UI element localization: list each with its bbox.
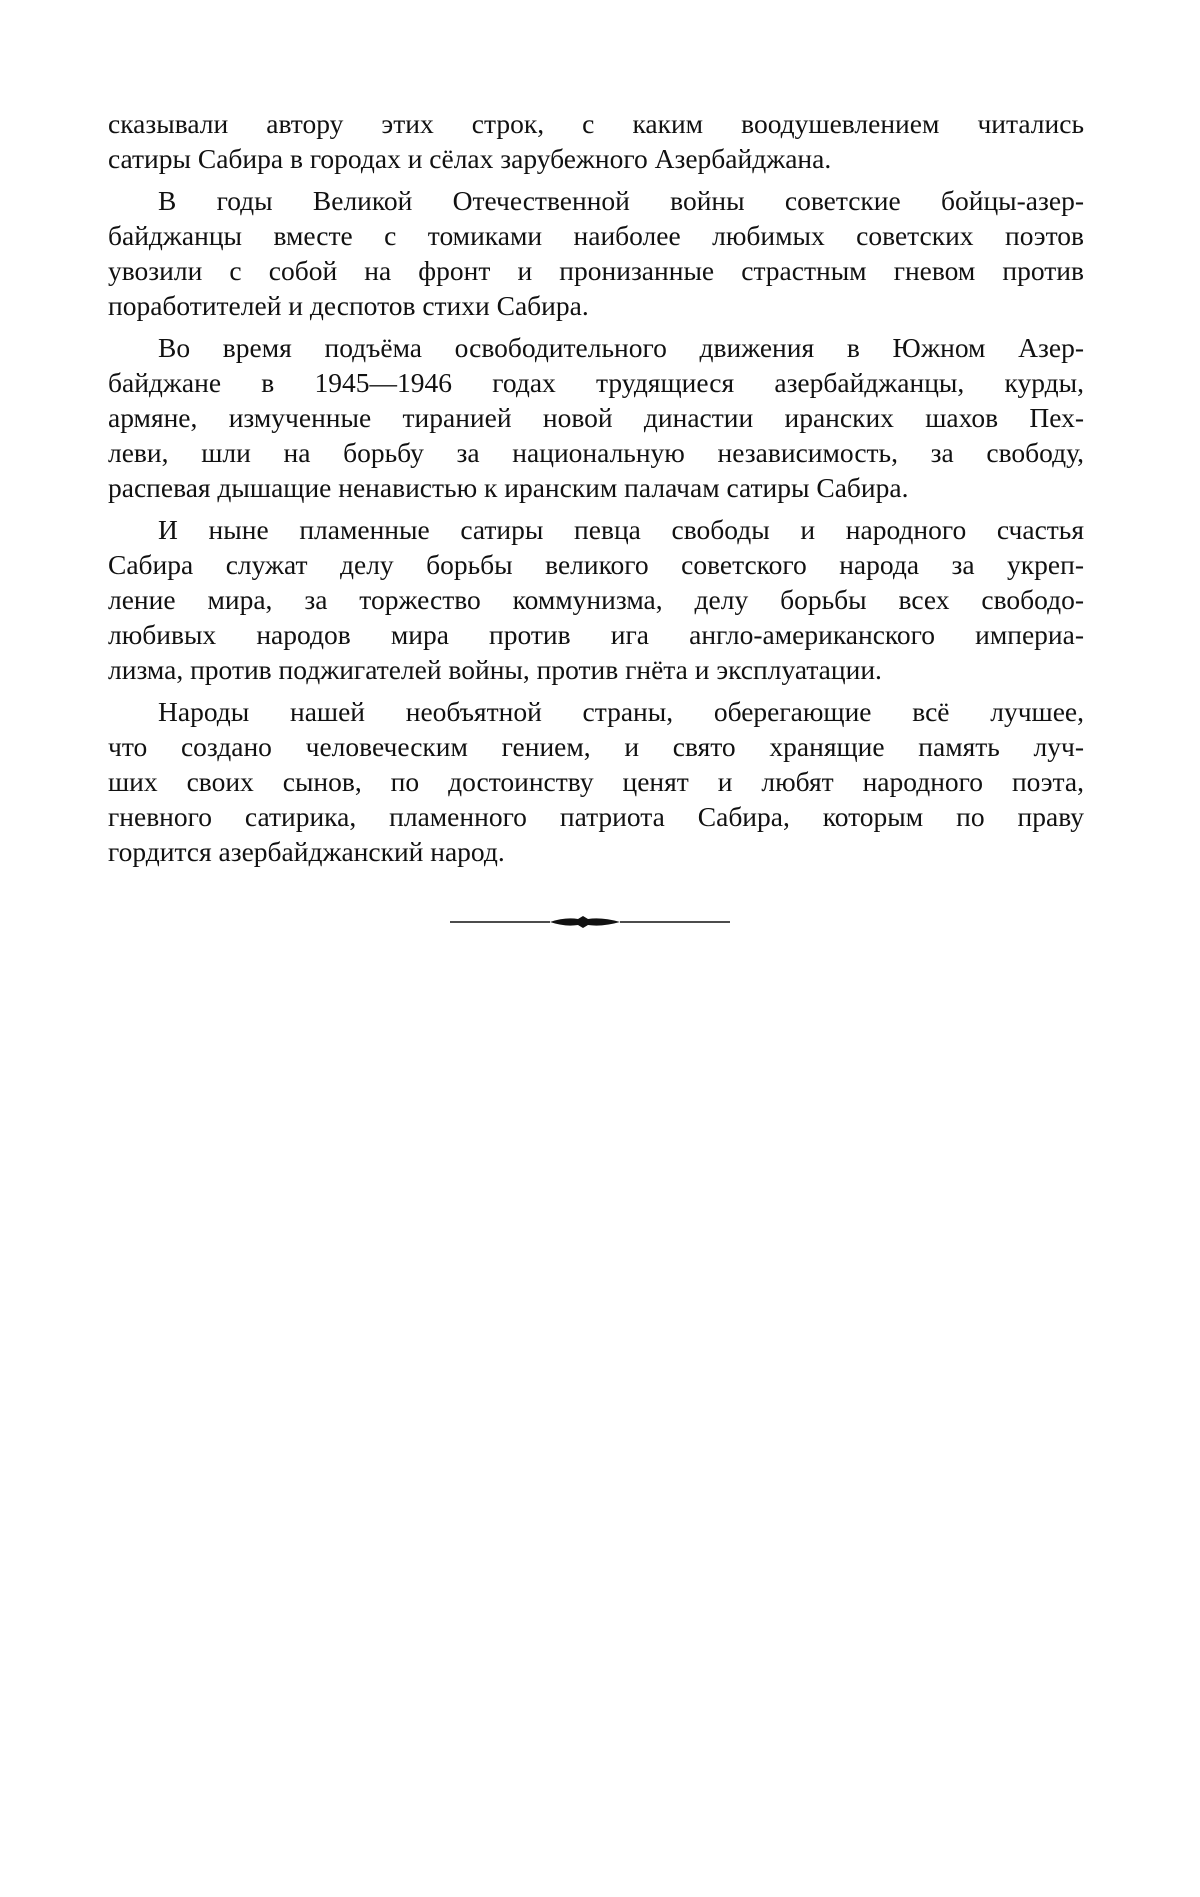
text-line: Народы нашей необъятной страны, оберегающие всё лучшее, bbox=[108, 694, 1084, 729]
text-line: байджанцы вместе с томиками наиболее любимых советских поэтов bbox=[108, 218, 1084, 253]
text-line: Сабира служат делу борьбы великого советского народа за укреп- bbox=[108, 547, 1084, 582]
paragraph-3 bbox=[108, 330, 1084, 505]
text-line: гордится азербайджанский народ. bbox=[108, 834, 1084, 869]
text-line: лизма, против поджигателей войны, против гнёта и эксплуатации. bbox=[108, 652, 1084, 687]
ornamental-rule-icon bbox=[450, 914, 730, 930]
text-line: ление мира, за торжество коммунизма, делу борьбы всех свободо- bbox=[108, 582, 1084, 617]
text-line: сатиры Сабира в городах и сёлах зарубежного Азербайджана. bbox=[108, 141, 1084, 176]
text-line: армяне, измученные тиранией новой династии иранских шахов Пех- bbox=[108, 400, 1084, 435]
paragraph-1 bbox=[108, 106, 1084, 176]
text-line: леви, шли на борьбу за национальную независимость, за свободу, bbox=[108, 435, 1084, 470]
paragraph-5 bbox=[108, 694, 1084, 869]
text-line: ших своих сынов, по достоинству ценят и любят народного поэта, bbox=[108, 764, 1084, 799]
text-line: сказывали автору этих строк, с каким воодушевлением читались bbox=[108, 106, 1084, 141]
text-line: поработителей и деспотов стихи Сабира. bbox=[108, 288, 1084, 323]
body-text bbox=[108, 106, 1084, 876]
book-page bbox=[0, 0, 1200, 1897]
text-line: В годы Великой Отечественной войны советские бойцы-азер- bbox=[108, 183, 1084, 218]
text-line: Во время подъёма освободительного движения в Южном Азер- bbox=[108, 330, 1084, 365]
paragraph-4 bbox=[108, 512, 1084, 687]
text-line: байджане в 1945—1946 годах трудящиеся азербайджанцы, курды, bbox=[108, 365, 1084, 400]
text-line: распевая дышащие ненавистью к иранским палачам сатиры Сабира. bbox=[108, 470, 1084, 505]
text-line: что создано человеческим гением, и свято хранящие память луч- bbox=[108, 729, 1084, 764]
text-line: И ныне пламенные сатиры певца свободы и народного счастья bbox=[108, 512, 1084, 547]
paragraph-2 bbox=[108, 183, 1084, 323]
text-line: любивых народов мира против ига англо-американского империа- bbox=[108, 617, 1084, 652]
text-line: гневного сатирика, пламенного патриота Сабира, которым по праву bbox=[108, 799, 1084, 834]
text-line: увозили с собой на фронт и пронизанные страстным гневом против bbox=[108, 253, 1084, 288]
